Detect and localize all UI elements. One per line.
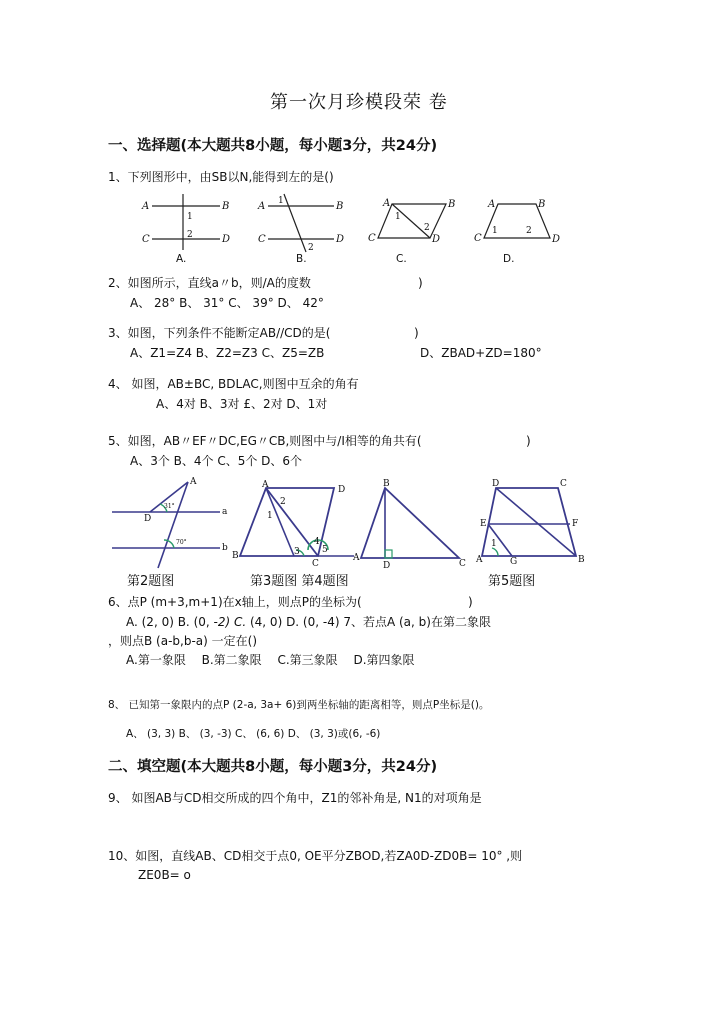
label-a: A [488,199,496,210]
label-c: C [560,479,567,489]
section-heading-fill: 二、填空题(本大题共8小题，每小题3分，共24分) [108,759,438,775]
label-c: C [258,234,266,245]
question-4-stem: 4、 如图，AB±BC, BDLAC,则图中互余的角有 [108,377,359,391]
question-8-stem: 8、 已知第一象限内的点P (2-a, 3a+ 6)到两坐标轴的距离相等，则点P坐标是()。 [108,699,490,711]
question-4-options: A、4对 B、3对 £、2对 D、1对 [156,397,328,411]
question-3-paren: ) [414,326,419,340]
label-line-a: a [222,507,228,517]
angle-1: 1 [492,226,498,236]
label-d: D [552,234,561,245]
figure-q3 [232,480,364,569]
label-d-point: D [144,514,152,524]
angle-70: 70° [176,539,187,546]
label-g: G [510,557,518,567]
angle-1: 1 [187,212,193,222]
label-c: C [474,233,482,244]
angle-2: 2 [526,226,532,236]
label-b: B [448,199,456,210]
question-2-stem: 2、如图所示，直线a〃b，则/A的度数 [108,276,311,290]
label-e: E [480,519,487,529]
question-7-cont: ，则点B (a-b,b-a) 一定在() [108,634,258,648]
question-7-options: A.第一象限 B.第二象限 C.第三象限 D.第四象限 [126,653,415,667]
angle-4: 4 [314,537,320,547]
label-a: A [142,201,150,212]
q1-choice-d: D. [503,253,515,265]
question-5-options: A、3个 B、4个 C、5个 D、6个 [130,454,303,468]
question-5-paren: ) [526,434,531,448]
label-a: A [353,553,360,563]
label-b: B [578,555,585,565]
label-a: A [383,198,391,209]
label-c: C [142,234,150,245]
label-d: D [336,234,345,245]
angle-1: 1 [491,539,497,549]
angle-1: 1 [267,511,273,521]
figure-q5 [478,480,588,566]
label-b: B [538,199,546,210]
label-d: D [432,234,441,245]
caption-fig3-4: 第3题图 第4题图 [250,574,349,589]
angle-2: 2 [308,243,314,253]
question-6-paren: ) [468,595,473,609]
q1-choice-c: C. [396,253,407,265]
question-5-stem: 5、如图，AB〃EF〃DC,EG〃CB,则图中与/I相等的角共有( [108,434,422,448]
question-6-options: A. (2, 0) B. (0, -2) C. (4, 0) D. (0, -4) 7、若点A (a, b)在第二象限 [126,615,491,629]
label-f: F [572,519,579,529]
question-10-cont: ZE0B= o [138,868,191,882]
figure-q2 [112,476,228,570]
page-title: 第一次月珍模段荣 卷 [270,92,448,113]
question-8-options: A、 (3, 3) B、 (3, -3) C、 (6, 6) D、 (3, 3)或(6, -6) [126,728,381,740]
label-b: B [222,201,230,212]
caption-fig2: 第2题图 [127,574,175,589]
q1-choice-b: B. [296,253,307,265]
angle-1: 1 [395,212,401,222]
question-3-stem: 3、如图，下列条件不能断定AB//CD的是( [108,326,331,340]
figure-q4 [353,479,466,571]
label-d: D [222,234,231,245]
q1-figure-c [368,192,468,252]
angle-1: 1 [278,196,284,206]
question-3-options-a: A、Z1=Z4 B、Z2=Z3 C、Z5=ZB [130,346,325,360]
angle-2: 2 [187,230,193,240]
label-b: B [232,551,239,561]
q1-figure-a [138,192,238,252]
label-a-point: A [190,477,197,487]
question-2-paren: ) [418,276,423,290]
label-d: D [383,561,391,571]
label-d: D [338,485,346,495]
q1-figure-d [476,192,576,252]
label-line-b: b [222,543,228,553]
caption-fig5: 第5题图 [488,574,536,589]
q1-choice-a: A. [176,253,187,265]
angle-3: 3 [294,547,300,557]
angle-31: 31° [164,503,175,510]
question-9-stem: 9、 如图AB与CD相交所成的四个角中，Z1的邻补角是, N1的对项角是 [108,791,482,805]
question-6-stem: 6、点P (m+3,m+1)在x轴上，则点P的坐标为( [108,595,362,609]
label-b: B [383,479,390,489]
question-1-stem: 1、下列图形中，由SB以N,能得到左的是() [108,170,334,184]
label-c: C [368,233,376,244]
section-heading-choice: 一、选择题(本大题共8小题，每小题3分，共24分) [108,138,438,154]
q1-figure-b [254,192,354,252]
label-b: B [336,201,344,212]
angle-5: 5 [322,545,328,555]
label-c: C [459,559,466,569]
angle-2: 2 [280,497,286,507]
angle-2: 2 [424,223,430,233]
label-c: C [312,559,319,569]
label-a: A [258,201,266,212]
label-a: A [476,555,483,565]
question-10-stem: 10、如图，直线AB、CD相交于点0, OE平分ZBOD,若ZA0D-ZD0B= 10° ,则 [108,849,523,863]
question-3-options-d: D、ZBAD+ZD=180° [420,346,542,360]
label-d: D [492,479,500,489]
label-a: A [262,480,269,490]
question-2-options: A、 28° B、 31° C、 39° D、 42° [130,296,324,310]
